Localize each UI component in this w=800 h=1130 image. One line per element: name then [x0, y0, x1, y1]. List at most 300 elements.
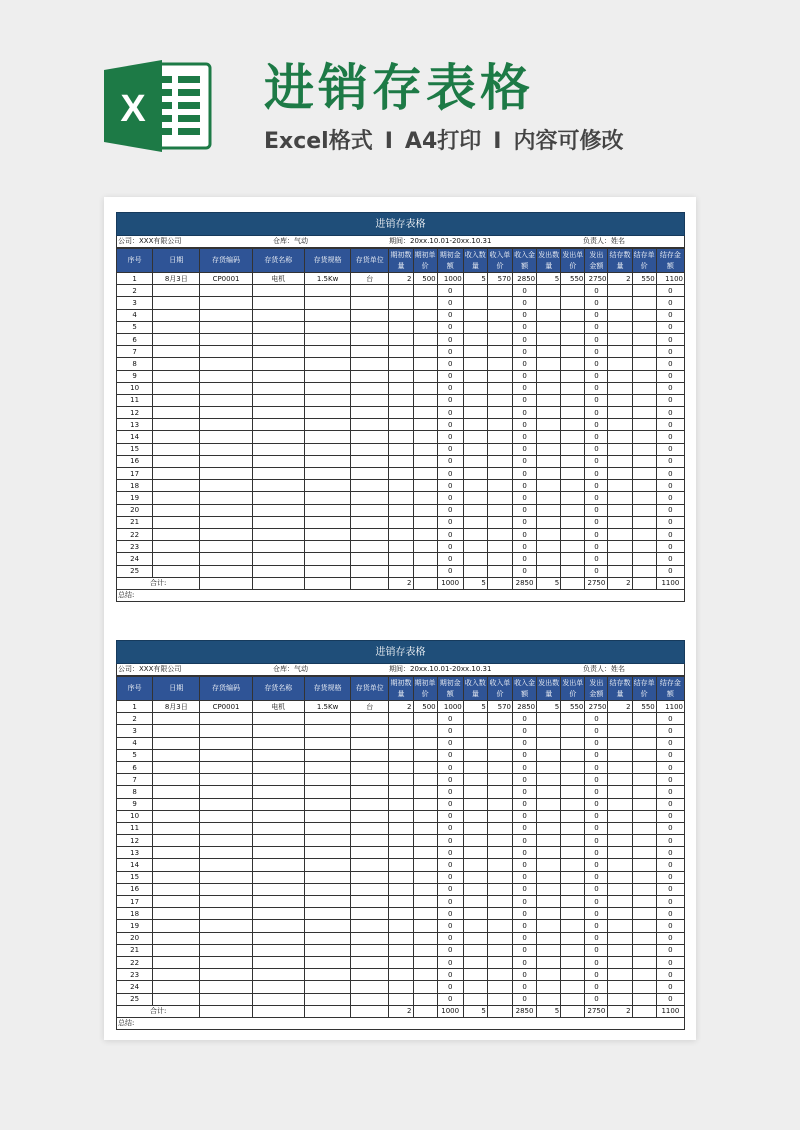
table-cell[interactable]: [413, 455, 437, 467]
table-cell[interactable]: [304, 713, 350, 725]
table-cell[interactable]: 0: [585, 822, 608, 834]
table-cell[interactable]: [537, 774, 561, 786]
table-cell[interactable]: [200, 774, 252, 786]
table-cell[interactable]: 8月3日: [153, 273, 200, 285]
table-cell[interactable]: [632, 309, 656, 321]
table-cell[interactable]: 0: [585, 883, 608, 895]
table-cell[interactable]: [153, 981, 200, 993]
table-cell[interactable]: [561, 309, 585, 321]
table-cell[interactable]: 0: [585, 553, 608, 565]
table-cell[interactable]: [413, 761, 437, 773]
table-cell[interactable]: 1: [117, 701, 153, 713]
table-cell[interactable]: [200, 407, 252, 419]
table-cell[interactable]: [389, 333, 413, 345]
table-cell[interactable]: [463, 969, 487, 981]
table-cell[interactable]: 2: [608, 273, 632, 285]
table-cell[interactable]: 0: [513, 749, 537, 761]
table-cell[interactable]: [351, 786, 389, 798]
table-cell[interactable]: [304, 993, 350, 1005]
table-cell[interactable]: [153, 358, 200, 370]
table-cell[interactable]: [413, 443, 437, 455]
table-cell[interactable]: 2: [389, 273, 413, 285]
table-cell[interactable]: 550: [561, 701, 585, 713]
table-cell[interactable]: [537, 358, 561, 370]
table-cell[interactable]: [304, 443, 350, 455]
table-cell[interactable]: [153, 455, 200, 467]
table-cell[interactable]: 0: [437, 346, 463, 358]
table-cell[interactable]: [537, 761, 561, 773]
table-cell[interactable]: [561, 468, 585, 480]
table-cell[interactable]: [252, 822, 304, 834]
table-cell[interactable]: [252, 896, 304, 908]
table-cell[interactable]: [487, 492, 512, 504]
table-cell[interactable]: [389, 492, 413, 504]
table-cell[interactable]: 0: [585, 908, 608, 920]
table-cell[interactable]: [537, 468, 561, 480]
table-cell[interactable]: [537, 847, 561, 859]
table-cell[interactable]: [561, 847, 585, 859]
table-cell[interactable]: [537, 565, 561, 577]
table-cell[interactable]: [304, 847, 350, 859]
table-cell[interactable]: 0: [585, 541, 608, 553]
table-cell[interactable]: [537, 504, 561, 516]
table-cell[interactable]: [351, 761, 389, 773]
table-cell[interactable]: [537, 737, 561, 749]
table-cell[interactable]: [463, 822, 487, 834]
table-cell[interactable]: [252, 504, 304, 516]
table-cell[interactable]: [413, 749, 437, 761]
table-cell[interactable]: [413, 847, 437, 859]
table-cell[interactable]: [608, 492, 632, 504]
table-cell[interactable]: [413, 297, 437, 309]
table-cell[interactable]: [304, 419, 350, 431]
table-cell[interactable]: [389, 944, 413, 956]
table-cell[interactable]: [487, 285, 512, 297]
table-cell[interactable]: [537, 407, 561, 419]
table-cell[interactable]: [632, 859, 656, 871]
table-cell[interactable]: [252, 468, 304, 480]
table-cell[interactable]: [413, 565, 437, 577]
table-cell[interactable]: [413, 871, 437, 883]
table-cell[interactable]: 1.5Kw: [304, 273, 350, 285]
table-cell[interactable]: [413, 480, 437, 492]
table-cell[interactable]: [632, 761, 656, 773]
table-cell[interactable]: 0: [656, 896, 684, 908]
table-cell[interactable]: 0: [585, 528, 608, 540]
table-cell[interactable]: [487, 932, 512, 944]
table-cell[interactable]: 0: [513, 297, 537, 309]
table-cell[interactable]: 0: [656, 993, 684, 1005]
table-cell[interactable]: [252, 932, 304, 944]
table-cell[interactable]: [561, 394, 585, 406]
table-cell[interactable]: [153, 713, 200, 725]
table-cell[interactable]: [389, 847, 413, 859]
table-cell[interactable]: [608, 896, 632, 908]
table-cell[interactable]: [252, 908, 304, 920]
table-cell[interactable]: [463, 786, 487, 798]
table-cell[interactable]: [463, 309, 487, 321]
table-cell[interactable]: [200, 468, 252, 480]
table-cell[interactable]: [632, 492, 656, 504]
table-cell[interactable]: [351, 774, 389, 786]
table-cell[interactable]: [389, 516, 413, 528]
table-cell[interactable]: [632, 528, 656, 540]
table-cell[interactable]: [153, 847, 200, 859]
table-cell[interactable]: [537, 443, 561, 455]
table-cell[interactable]: [389, 749, 413, 761]
table-cell[interactable]: 0: [513, 358, 537, 370]
table-cell[interactable]: [304, 896, 350, 908]
table-cell[interactable]: [389, 455, 413, 467]
table-cell[interactable]: 0: [585, 468, 608, 480]
table-cell[interactable]: 0: [513, 382, 537, 394]
table-cell[interactable]: [252, 382, 304, 394]
table-cell[interactable]: 0: [656, 407, 684, 419]
table-cell[interactable]: [252, 309, 304, 321]
table-cell[interactable]: [608, 407, 632, 419]
table-cell[interactable]: [537, 480, 561, 492]
table-cell[interactable]: [561, 798, 585, 810]
table-cell[interactable]: 0: [585, 810, 608, 822]
table-cell[interactable]: 0: [513, 321, 537, 333]
table-cell[interactable]: [200, 370, 252, 382]
table-cell[interactable]: 0: [513, 468, 537, 480]
table-cell[interactable]: [351, 883, 389, 895]
table-cell[interactable]: 0: [585, 309, 608, 321]
table-cell[interactable]: 0: [656, 285, 684, 297]
table-cell[interactable]: [304, 407, 350, 419]
table-cell[interactable]: [200, 419, 252, 431]
table-cell[interactable]: [608, 969, 632, 981]
table-cell[interactable]: 0: [585, 835, 608, 847]
table-cell[interactable]: [537, 553, 561, 565]
table-cell[interactable]: [487, 419, 512, 431]
table-cell[interactable]: [200, 737, 252, 749]
table-cell[interactable]: [561, 382, 585, 394]
table-cell[interactable]: [389, 981, 413, 993]
table-cell[interactable]: [487, 443, 512, 455]
table-cell[interactable]: [153, 492, 200, 504]
table-cell[interactable]: [632, 883, 656, 895]
table-cell[interactable]: [561, 370, 585, 382]
table-cell[interactable]: [389, 871, 413, 883]
table-cell[interactable]: [561, 504, 585, 516]
table-cell[interactable]: 2750: [585, 273, 608, 285]
table-cell[interactable]: [537, 431, 561, 443]
table-cell[interactable]: [537, 492, 561, 504]
table-cell[interactable]: [487, 920, 512, 932]
table-cell[interactable]: 0: [513, 346, 537, 358]
table-cell[interactable]: 0: [437, 382, 463, 394]
table-cell[interactable]: [561, 297, 585, 309]
summary-row[interactable]: [116, 590, 685, 602]
table-cell[interactable]: [389, 541, 413, 553]
table-cell[interactable]: [632, 969, 656, 981]
table-cell[interactable]: [389, 382, 413, 394]
table-cell[interactable]: 0: [513, 993, 537, 1005]
table-cell[interactable]: [413, 737, 437, 749]
table-cell[interactable]: [389, 504, 413, 516]
table-cell[interactable]: [413, 798, 437, 810]
table-cell[interactable]: 0: [585, 504, 608, 516]
table-cell[interactable]: [351, 419, 389, 431]
table-cell[interactable]: [463, 321, 487, 333]
table-cell[interactable]: [351, 932, 389, 944]
table-cell[interactable]: [413, 908, 437, 920]
table-cell[interactable]: [351, 431, 389, 443]
table-cell[interactable]: [351, 468, 389, 480]
table-cell[interactable]: [351, 956, 389, 968]
table-cell[interactable]: 0: [513, 285, 537, 297]
table-cell[interactable]: 2850: [513, 273, 537, 285]
table-cell[interactable]: 0: [437, 504, 463, 516]
table-cell[interactable]: [304, 492, 350, 504]
table-cell[interactable]: [252, 565, 304, 577]
table-cell[interactable]: [632, 394, 656, 406]
table-cell[interactable]: [561, 871, 585, 883]
table-cell[interactable]: [413, 407, 437, 419]
table-cell[interactable]: [608, 419, 632, 431]
table-cell[interactable]: 0: [437, 407, 463, 419]
table-cell[interactable]: [463, 981, 487, 993]
table-cell[interactable]: [463, 358, 487, 370]
table-cell[interactable]: [413, 553, 437, 565]
table-cell[interactable]: [561, 908, 585, 920]
table-cell[interactable]: [632, 565, 656, 577]
table-cell[interactable]: [200, 835, 252, 847]
table-cell[interactable]: [153, 871, 200, 883]
table-cell[interactable]: [463, 713, 487, 725]
table-cell[interactable]: [153, 553, 200, 565]
table-cell[interactable]: 0: [585, 774, 608, 786]
table-cell[interactable]: [487, 725, 512, 737]
table-cell[interactable]: 550: [632, 273, 656, 285]
table-cell[interactable]: [487, 370, 512, 382]
table-cell[interactable]: [304, 358, 350, 370]
table-cell[interactable]: 0: [437, 737, 463, 749]
table-cell[interactable]: 0: [585, 358, 608, 370]
table-cell[interactable]: [561, 810, 585, 822]
table-cell[interactable]: [632, 431, 656, 443]
table-cell[interactable]: [487, 835, 512, 847]
table-cell[interactable]: [413, 358, 437, 370]
table-cell[interactable]: 0: [585, 920, 608, 932]
table-cell[interactable]: [351, 553, 389, 565]
table-cell[interactable]: 0: [585, 407, 608, 419]
table-cell[interactable]: [632, 285, 656, 297]
table-cell[interactable]: [487, 871, 512, 883]
table-cell[interactable]: [537, 321, 561, 333]
table-cell[interactable]: [252, 346, 304, 358]
table-cell[interactable]: [200, 920, 252, 932]
table-cell[interactable]: 0: [513, 565, 537, 577]
table-cell[interactable]: [200, 713, 252, 725]
table-cell[interactable]: [561, 358, 585, 370]
table-cell[interactable]: [200, 504, 252, 516]
table-cell[interactable]: [200, 309, 252, 321]
table-cell[interactable]: [304, 908, 350, 920]
table-cell[interactable]: 0: [656, 431, 684, 443]
table-cell[interactable]: [537, 333, 561, 345]
table-cell[interactable]: 0: [513, 504, 537, 516]
table-cell[interactable]: [487, 382, 512, 394]
table-cell[interactable]: [304, 749, 350, 761]
table-cell[interactable]: [487, 859, 512, 871]
table-cell[interactable]: [487, 944, 512, 956]
table-cell[interactable]: [463, 810, 487, 822]
table-cell[interactable]: [252, 321, 304, 333]
table-cell[interactable]: 0: [513, 553, 537, 565]
table-cell[interactable]: 1: [117, 273, 153, 285]
table-cell[interactable]: [487, 786, 512, 798]
table-cell[interactable]: [561, 419, 585, 431]
table-cell[interactable]: [487, 908, 512, 920]
table-cell[interactable]: [351, 370, 389, 382]
table-cell[interactable]: [413, 528, 437, 540]
table-cell[interactable]: 5: [537, 273, 561, 285]
table-cell[interactable]: [537, 798, 561, 810]
table-cell[interactable]: [304, 285, 350, 297]
table-cell[interactable]: [389, 358, 413, 370]
table-cell[interactable]: [304, 455, 350, 467]
table-cell[interactable]: [561, 859, 585, 871]
table-cell[interactable]: [389, 407, 413, 419]
table-cell[interactable]: [200, 944, 252, 956]
table-cell[interactable]: [153, 810, 200, 822]
table-cell[interactable]: 0: [437, 798, 463, 810]
table-cell[interactable]: [413, 944, 437, 956]
table-cell[interactable]: [608, 443, 632, 455]
table-cell[interactable]: [537, 908, 561, 920]
table-cell[interactable]: [200, 798, 252, 810]
table-cell[interactable]: [252, 492, 304, 504]
table-cell[interactable]: [252, 394, 304, 406]
table-cell[interactable]: [413, 956, 437, 968]
table-cell[interactable]: 0: [437, 993, 463, 1005]
table-cell[interactable]: 0: [585, 443, 608, 455]
table-cell[interactable]: 0: [437, 908, 463, 920]
table-cell[interactable]: [463, 932, 487, 944]
table-cell[interactable]: [632, 297, 656, 309]
table-cell[interactable]: 0: [656, 468, 684, 480]
table-cell[interactable]: 0: [513, 847, 537, 859]
table-cell[interactable]: 0: [437, 871, 463, 883]
table-cell[interactable]: [153, 920, 200, 932]
table-cell[interactable]: [537, 981, 561, 993]
table-cell[interactable]: [252, 443, 304, 455]
table-cell[interactable]: [463, 407, 487, 419]
table-cell[interactable]: [608, 737, 632, 749]
table-cell[interactable]: [608, 553, 632, 565]
table-cell[interactable]: 0: [437, 810, 463, 822]
table-cell[interactable]: [252, 516, 304, 528]
table-cell[interactable]: 0: [656, 908, 684, 920]
table-cell[interactable]: 0: [585, 932, 608, 944]
table-cell[interactable]: [153, 480, 200, 492]
table-cell[interactable]: 0: [437, 516, 463, 528]
table-cell[interactable]: [561, 455, 585, 467]
table-cell[interactable]: [632, 847, 656, 859]
table-cell[interactable]: [304, 871, 350, 883]
table-cell[interactable]: [608, 883, 632, 895]
table-cell[interactable]: [537, 969, 561, 981]
table-cell[interactable]: [561, 553, 585, 565]
table-cell[interactable]: [487, 297, 512, 309]
table-cell[interactable]: [351, 443, 389, 455]
table-cell[interactable]: [200, 431, 252, 443]
table-cell[interactable]: [608, 749, 632, 761]
table-cell[interactable]: [200, 394, 252, 406]
table-cell[interactable]: 0: [585, 786, 608, 798]
table-cell[interactable]: [413, 346, 437, 358]
table-cell[interactable]: [153, 774, 200, 786]
table-cell[interactable]: [487, 309, 512, 321]
table-cell[interactable]: [153, 565, 200, 577]
table-cell[interactable]: [632, 382, 656, 394]
table-cell[interactable]: [561, 565, 585, 577]
table-cell[interactable]: 550: [561, 273, 585, 285]
table-cell[interactable]: [608, 504, 632, 516]
table-cell[interactable]: [463, 859, 487, 871]
table-cell[interactable]: 0: [437, 944, 463, 956]
table-cell[interactable]: 0: [585, 516, 608, 528]
table-cell[interactable]: 0: [513, 810, 537, 822]
table-cell[interactable]: 0: [585, 419, 608, 431]
table-cell[interactable]: [304, 528, 350, 540]
table-cell[interactable]: [413, 431, 437, 443]
table-cell[interactable]: [608, 394, 632, 406]
table-cell[interactable]: [608, 565, 632, 577]
table-cell[interactable]: [561, 944, 585, 956]
table-cell[interactable]: [200, 956, 252, 968]
table-cell[interactable]: [389, 713, 413, 725]
table-cell[interactable]: [537, 309, 561, 321]
table-cell[interactable]: [632, 981, 656, 993]
table-cell[interactable]: [252, 333, 304, 345]
table-cell[interactable]: 0: [437, 956, 463, 968]
table-cell[interactable]: [561, 993, 585, 1005]
table-cell[interactable]: [153, 835, 200, 847]
table-cell[interactable]: [463, 761, 487, 773]
table-cell[interactable]: 0: [437, 455, 463, 467]
table-cell[interactable]: 0: [585, 956, 608, 968]
table-cell[interactable]: [487, 956, 512, 968]
table-cell[interactable]: [252, 774, 304, 786]
table-cell[interactable]: [304, 932, 350, 944]
table-cell[interactable]: [463, 553, 487, 565]
table-cell[interactable]: [351, 969, 389, 981]
table-cell[interactable]: [487, 713, 512, 725]
table-cell[interactable]: [200, 480, 252, 492]
table-cell[interactable]: 0: [437, 896, 463, 908]
table-cell[interactable]: 0: [656, 956, 684, 968]
table-cell[interactable]: [252, 553, 304, 565]
table-cell[interactable]: [537, 382, 561, 394]
table-cell[interactable]: [413, 321, 437, 333]
table-cell[interactable]: [304, 920, 350, 932]
table-cell[interactable]: [351, 749, 389, 761]
table-cell[interactable]: 0: [585, 981, 608, 993]
table-cell[interactable]: [200, 321, 252, 333]
table-cell[interactable]: 2: [608, 701, 632, 713]
table-cell[interactable]: 0: [656, 859, 684, 871]
table-cell[interactable]: [252, 798, 304, 810]
table-cell[interactable]: [487, 528, 512, 540]
table-cell[interactable]: 570: [487, 701, 512, 713]
table-cell[interactable]: [632, 908, 656, 920]
table-cell[interactable]: [413, 504, 437, 516]
table-cell[interactable]: [389, 761, 413, 773]
